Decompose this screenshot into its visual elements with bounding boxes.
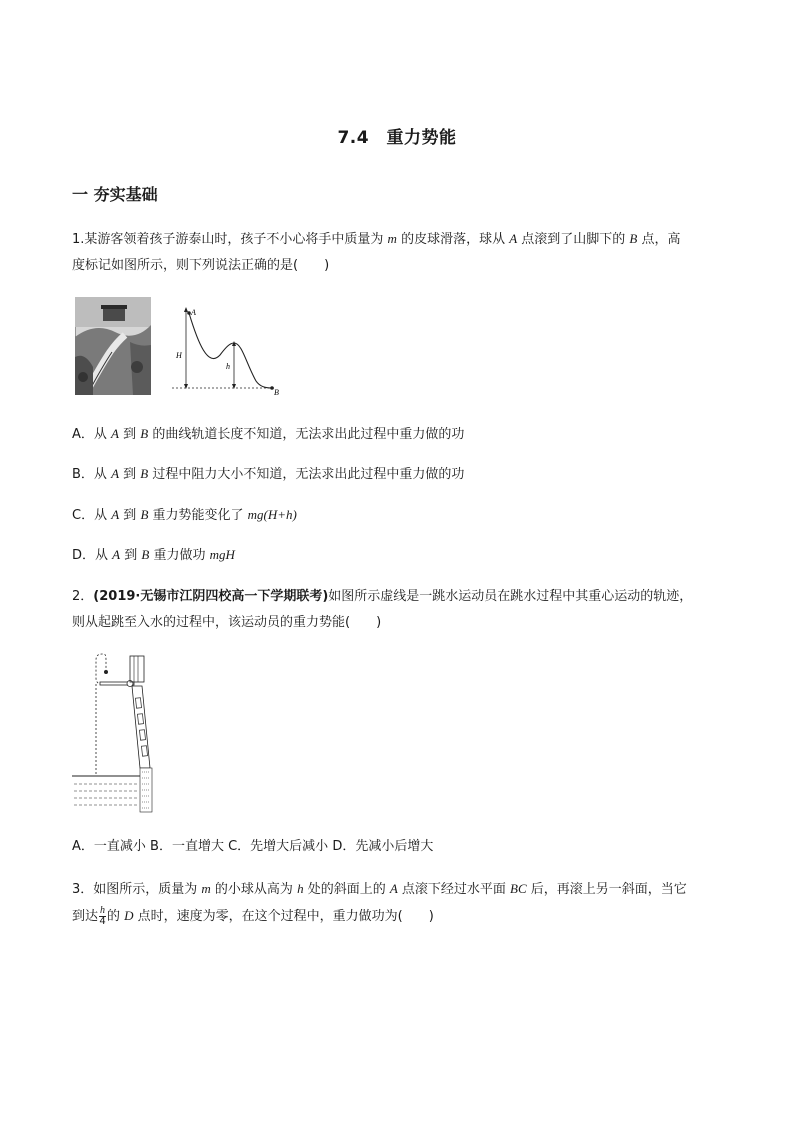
q2-options bbox=[72, 837, 732, 857]
q1-option-a: A．从 A 到 B 的曲线轨道长度不知道，无法求出此过程中重力做的功 bbox=[72, 426, 465, 442]
label-h: h bbox=[226, 362, 230, 371]
label-B: B bbox=[274, 388, 279, 397]
question-3-text: 3．如图所示，质量为 m 的小球从高为 h 处的斜面上的 A 点滚下经过水平面 BC 后，再滚上另一斜面，当它 到达 $\frac{h}{4}$ 的 D 点时，速度为零，在这个过程中，重力做功为( ) bbox=[72, 881, 687, 927]
q2-option-a: A．一直减小 bbox=[72, 839, 146, 854]
q2-option-c: C．先增大后减小 bbox=[228, 839, 329, 854]
q1-option-c: C．从 A 到 B 重力势能变化了 mg(H+h) bbox=[72, 507, 297, 523]
q2-option-b: B．一直增大 bbox=[150, 839, 224, 854]
mountain-photo bbox=[75, 297, 151, 395]
section-heading: 一 夯实基础 bbox=[72, 185, 158, 204]
page-title: 7.4 重力势能 bbox=[337, 128, 457, 148]
q2-option-d: D．先减小后增大 bbox=[332, 839, 434, 854]
question-1-text: 1.某游客领着孩子游泰山时，孩子不小心将手中质量为 m 的皮球滑落，球从 A 点滚到了山脚下的 B 点，高 度标记如图所示，则下列说法正确的是( ) bbox=[72, 231, 681, 273]
q1-option-d: D．从 A 到 B 重力做功 mgH bbox=[72, 547, 235, 563]
label-H: H bbox=[176, 351, 182, 360]
q1-option-b: B．从 A 到 B 过程中阻力大小不知道，无法求出此过程中重力做的功 bbox=[72, 466, 465, 482]
fraction-h-over-4: $\frac{h}{4}$ bbox=[99, 905, 106, 927]
diving-diagram bbox=[72, 648, 157, 813]
question-2-source: (2019·无锡市江阴四校高一下学期联考) bbox=[93, 589, 329, 604]
question-2-text: 2．(2019·无锡市江阴四校高一下学期联考)如图所示虚线是一跳水运动员在跳水过程中其重心运动的轨迹， 则从起跳至入水的过程中，该运动员的重力势能( ) bbox=[72, 589, 693, 630]
label-A: A bbox=[191, 308, 196, 317]
height-diagram bbox=[168, 303, 288, 398]
